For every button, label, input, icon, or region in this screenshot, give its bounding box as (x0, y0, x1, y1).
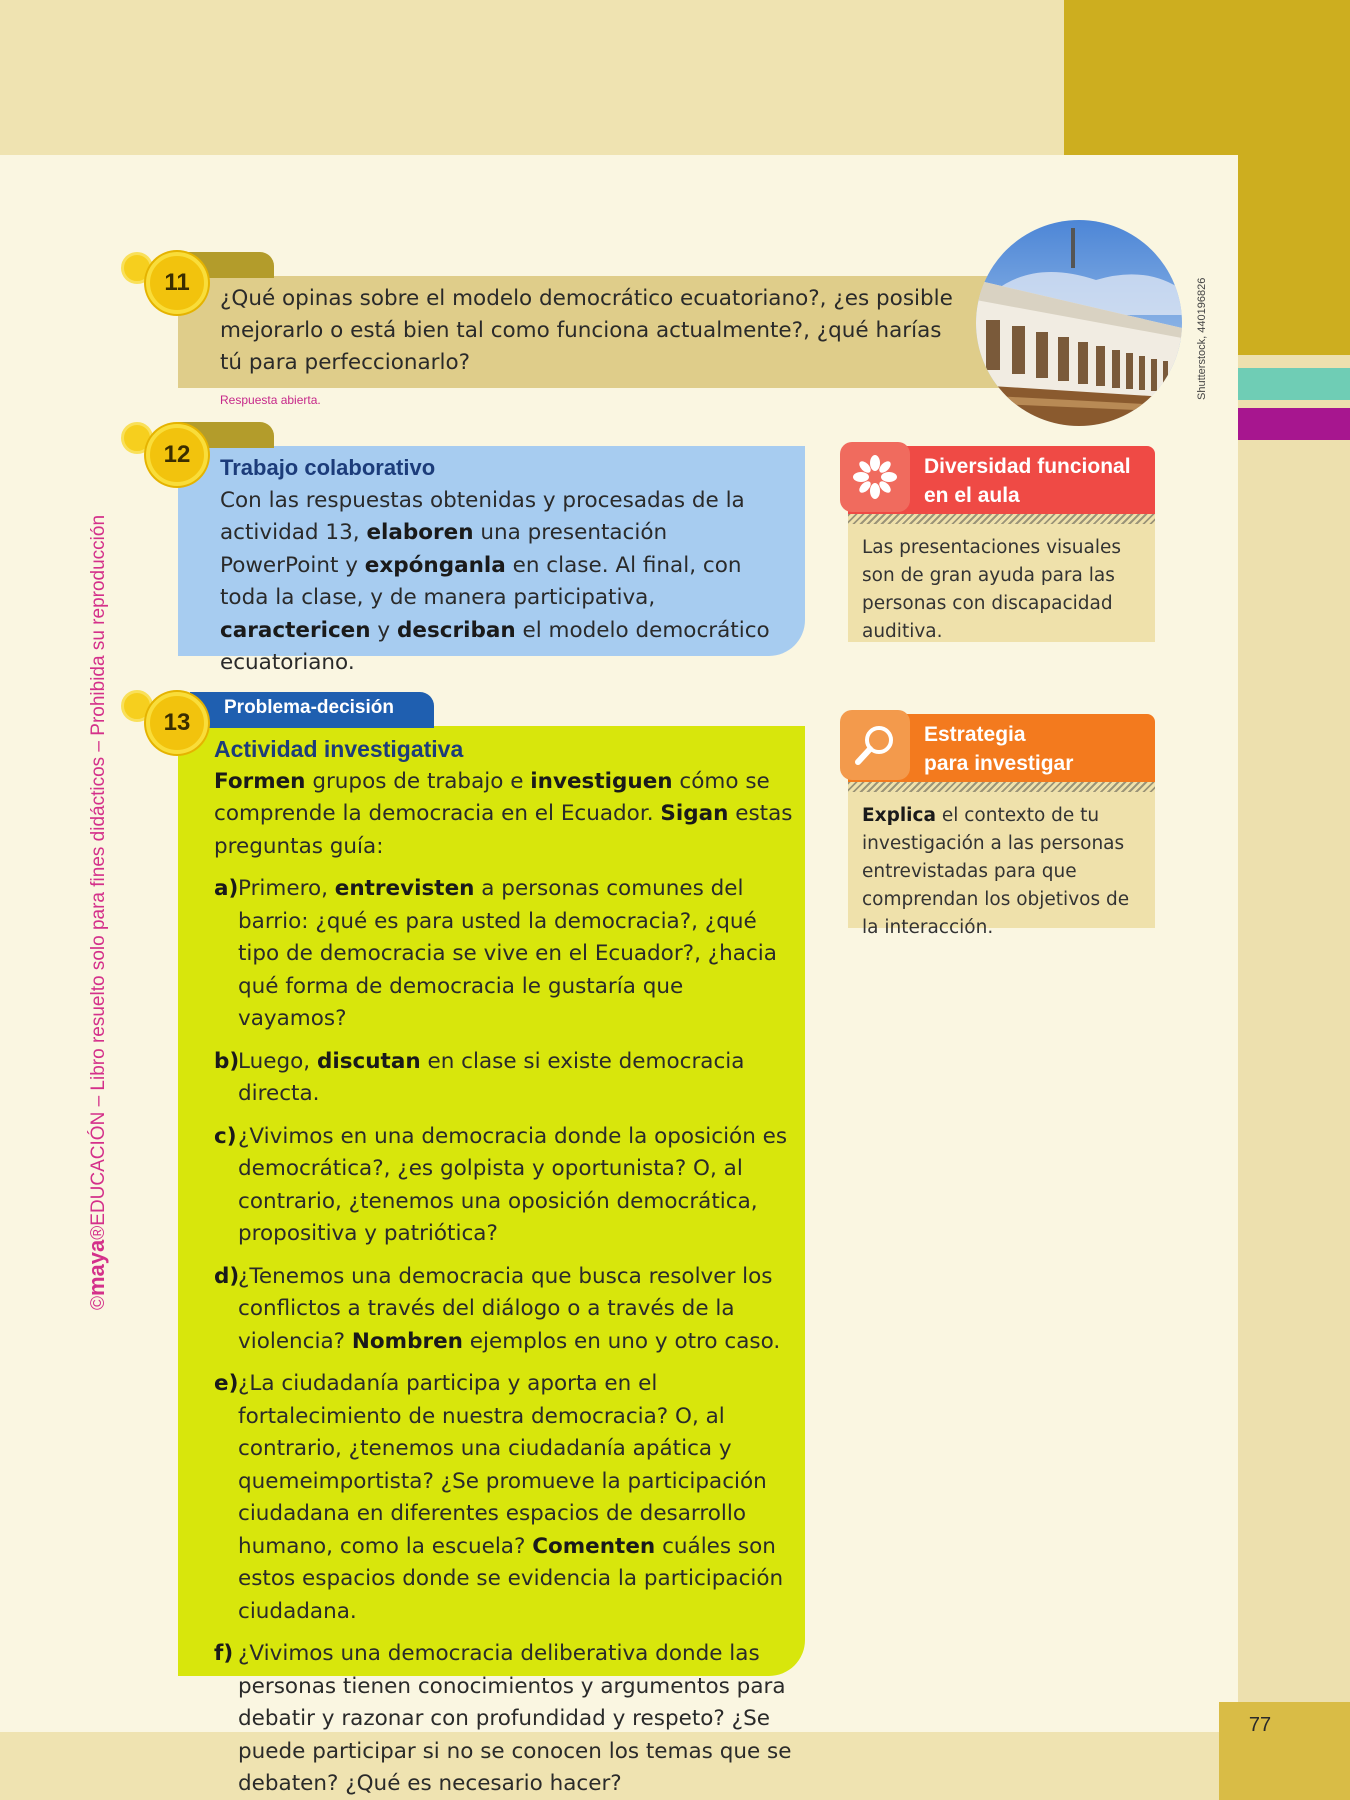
item-text (238, 873, 794, 1036)
estrategia-title-line2: para investigar (924, 752, 1074, 775)
item-label: e) (214, 1371, 239, 1396)
page-number-box (1219, 1702, 1350, 1800)
text-run: cómo se comprende la democracia en el Ecuador. (214, 768, 770, 826)
text-run: cuáles son estos espacios donde se evidencia la participación ciudadana. (238, 1533, 784, 1624)
brand-logo: maya (84, 1239, 109, 1296)
question-item-a (214, 873, 794, 1036)
diversidad-text: Las presentaciones visuales son de gran ayuda para las personas con discapacidad auditiva. (862, 537, 1122, 642)
bold-verb: caractericen (220, 617, 371, 643)
item-label: a) (214, 876, 239, 901)
text-run: ejemplos en uno y otro caso. (462, 1328, 781, 1354)
item-label: c) (214, 1123, 237, 1149)
activity-11-answer-note: Respuesta abierta. (220, 393, 321, 407)
text-run: a personas comunes del barrio: ¿qué es para usted la democracia?, ¿qué tipo de democracia se vive en el Ecuador?, ¿hacia qué forma de democracia le gustaría que vayamos? (238, 876, 777, 1031)
colonial-building-photo (976, 220, 1182, 426)
question-item-e (214, 1368, 794, 1628)
top-band (0, 0, 1064, 155)
item-text (238, 1261, 794, 1359)
bold-verb: expónganla (364, 552, 506, 578)
text-run: en clase si existe democracia directa. (238, 1048, 745, 1106)
page-number: 77 (1248, 1714, 1272, 1736)
magnifier-icon (840, 710, 910, 780)
activity-13-content (214, 733, 794, 1800)
estrategia-box-header (848, 714, 1155, 782)
item-label: f) (214, 1641, 234, 1666)
bold-verb: Nombren (351, 1328, 463, 1354)
text-run: y (370, 617, 397, 643)
text-run: estas preguntas guía: (214, 801, 793, 859)
diversidad-title-line2: en el aula (924, 484, 1020, 507)
copyright-text: EDUCACIÓN – Libro resuelto solo para fines didácticos – Prohibida su reproducción (88, 514, 109, 1226)
estrategia-title-line1: Estrategia (924, 723, 1026, 746)
diversidad-box-header (848, 446, 1155, 514)
activity-12-text (220, 485, 790, 680)
bold-verb: describan (396, 617, 516, 643)
item-text (238, 1368, 794, 1628)
right-margin-strip (1238, 355, 1350, 1800)
photo-credit: Shutterstock, 440196826 (1196, 277, 1208, 400)
problema-decision-tab: Problema-decisión (190, 692, 434, 728)
activity-13-number: 13 (146, 692, 208, 754)
question-item-b (214, 1046, 794, 1111)
section-tab-teal (1238, 368, 1350, 400)
bold-verb: Explica (862, 805, 936, 826)
item-text: ¿Vivimos en una democracia donde la oposición es democrática?, ¿es golpista y oportunista? O, al contrario, ¿tenemos una oposición democrática, propositiva y patriótica? (238, 1123, 788, 1246)
question-item-c (214, 1121, 794, 1251)
bold-verb: Sigan (660, 801, 729, 826)
asterisk-flower-icon (840, 442, 910, 512)
activity-11-question: ¿Qué opinas sobre el modelo democrático ecuatoriano?, ¿es posible mejorarlo o está bien tal como funciona actualmente?, ¿qué harías tú para perfeccionarlo? (220, 286, 953, 375)
estrategia-text (862, 802, 1147, 942)
text-run: Con las respuestas obtenidas y procesadas de la actividad 13, (220, 487, 745, 545)
text-run: ¿La ciudadanía participa y aporta en el fortalecimiento de nuestra democracia? O, al contrario, ¿tenemos una ciudadanía apática y quemeimportista? ¿Se promueve la participación ciudadana en diferentes espacios de desarrollo humano, como la escuela? (238, 1371, 767, 1559)
section-tab-magenta (1238, 408, 1350, 440)
text-run: el contexto de tu investigación a las personas entrevistadas para que comprendan los objetivos de la interacción. (862, 805, 1130, 938)
bold-verb: entrevisten (334, 876, 475, 901)
bold-verb: discutan (316, 1048, 421, 1074)
activity-11-number: 11 (146, 252, 208, 314)
question-item-f (214, 1638, 794, 1800)
bold-verb: Formen (214, 768, 306, 794)
question-item-d (214, 1261, 794, 1359)
diversidad-title-line1: Diversidad funcional (924, 455, 1131, 478)
activity-13-intro (214, 766, 794, 864)
item-label: b) (214, 1048, 240, 1074)
bold-verb: investiguen (530, 768, 673, 794)
item-text: ¿Vivimos una democracia deliberativa donde las personas tienen conocimientos y argumentos para debatir y razonar con profundidad y respeto? ¿Se puede participar si no se conocen los temas que se debaten? ¿Qué es necesario hacer? (238, 1641, 792, 1796)
text-run: ¿Tenemos una democracia que busca resolver los conflictos a través del diálogo o a través de la violencia? (238, 1263, 773, 1354)
activity-13-title: Actividad investigativa (214, 736, 464, 762)
hatch-divider (848, 514, 1155, 524)
item-label: d) (214, 1263, 240, 1289)
bold-verb: Comenten (532, 1533, 656, 1559)
item-text (238, 1046, 794, 1111)
hatch-divider (848, 782, 1155, 792)
activity-12-content (220, 452, 790, 680)
activity-12-number: 12 (146, 424, 208, 486)
text-run: una presentación PowerPoint y (220, 520, 668, 578)
copyright-note: ©maya®EDUCACIÓN – Libro resuelto solo para fines didácticos – Prohibida su reproducción (84, 514, 109, 1310)
text-run: en clase. Al final, con toda la clase, y de manera participativa, (220, 552, 742, 610)
text-run: Primero, (238, 876, 335, 901)
text-run: grupos de trabajo e (305, 768, 531, 794)
activity-12-title: Trabajo colaborativo (220, 455, 436, 480)
text-run: el modelo democrático ecuatoriano. (220, 617, 770, 675)
text-run: Luego, (238, 1048, 317, 1074)
bold-verb: elaboren (366, 520, 474, 545)
